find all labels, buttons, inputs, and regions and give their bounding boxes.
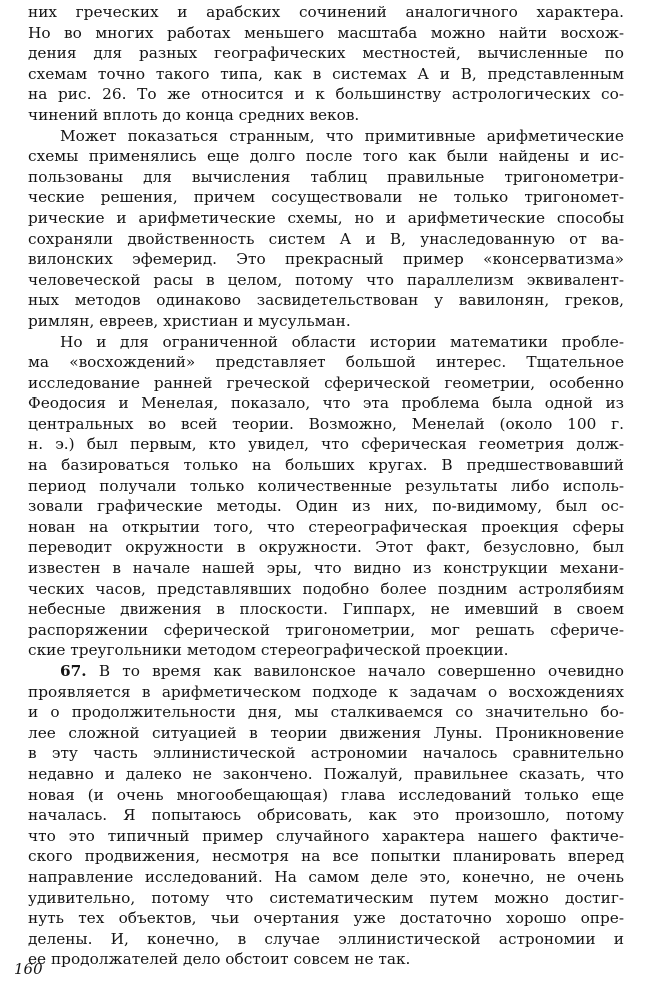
text-line: Но во многих работах меньшего масштаба можно найти восхож- <box>28 23 624 42</box>
text-line: новая (и очень многообещающая) глава исследований только еще <box>28 785 624 804</box>
text-line: ческие решения, причем сосуществовали не только тригономет- <box>28 188 624 207</box>
text-line: них греческих и арабских сочинений аналогичного характера. <box>28 3 624 21</box>
text-line: ма «восхождений» представляет большой интерес. Тщательное <box>28 353 624 372</box>
text-line: проявляется в арифметическом подходе к задачам о восхождениях <box>28 682 624 701</box>
text-line: чинений вплоть до конца средних веков. <box>28 105 360 124</box>
text-line: делены. И, конечно, в случае эллинистической астрономии и <box>28 929 624 948</box>
text-line: Но и для ограниченной области истории математики пробле- <box>60 332 624 351</box>
text-line: Может показаться странным, что примитивные арифметические <box>60 126 624 145</box>
paragraph-1 <box>28 2 624 126</box>
text-line: вилонских эфемерид. Это прекрасный пример «консерватизма» <box>28 250 624 269</box>
text-line: направление исследований. На самом деле это, конечно, не очень <box>28 867 624 886</box>
text-line: лее сложной ситуацией в теории движения Луны. Проникновение <box>28 723 624 742</box>
text-line: ческих часов, представлявших подобно более поздним астролябиям <box>28 579 624 598</box>
text-line: известен в начале нашей эры, что видно из конструкции механи- <box>28 559 624 578</box>
paragraph-2 <box>28 126 624 332</box>
text-line-rest: В то время как вавилонское начало совершенно очевидно <box>86 662 624 680</box>
text-line: пользованы для вычисления таблиц правильные тригонометри- <box>28 167 624 186</box>
text-line: человеческой расы в целом, потому что параллелизм эквивалент- <box>28 270 624 289</box>
text-line <box>28 661 624 682</box>
text-line: нован на открытии того, что стереографическая проекция сферы <box>28 517 624 536</box>
text-line: центральных во всей теории. Возможно, Менелай (около 100 г. <box>28 414 624 433</box>
text-line: что это типичный пример случайного характера нашего фактиче- <box>28 826 624 845</box>
text-line: небесные движения в плоскости. Гиппарх, не имевший в своем <box>28 600 624 619</box>
text-line: в эту часть эллинистической астрономии началось сравнительно <box>28 744 624 763</box>
text-line: ского продвижения, несмотря на все попытки планировать вперед <box>28 847 624 866</box>
section-number: 67. <box>60 662 87 680</box>
text-line: дения для разных географических местностей, вычисленные по <box>28 44 624 63</box>
text-line: недавно и далеко не закончено. Пожалуй, правильнее сказать, что <box>28 764 624 783</box>
text-line: и о продолжительности дня, мы сталкиваемся со значительно бо- <box>28 703 624 722</box>
text-line: распоряжении сферической тригонометрии, мог решать сфериче- <box>28 620 624 639</box>
text-line: римлян, евреев, христиан и мусульман. <box>28 311 351 330</box>
text-line: Феодосия и Менелая, показало, что эта проблема была одной из <box>28 394 624 413</box>
text-line: зовали графические методы. Один из них, по-видимому, был ос- <box>28 497 624 516</box>
text-line: исследование ранней греческой сферической геометрии, особенно <box>28 373 624 392</box>
text-line: переводит окружности в окружности. Этот факт, безусловно, был <box>28 538 624 557</box>
page-number: 160 <box>14 960 43 978</box>
text-line: на базироваться только на больших кругах. В предшествовавший <box>28 456 624 475</box>
paragraph-3 <box>28 332 624 662</box>
text-line: рические и арифметические схемы, но и арифметические способы <box>28 208 624 227</box>
paragraph-4 <box>28 661 624 970</box>
text-line: нуть тех объектов, чьи очертания уже достаточно хорошо опре- <box>28 909 624 928</box>
text-line: сохраняли двойственность систем А и В, унаследованную от ва- <box>28 229 624 248</box>
text-line: началась. Я попытаюсь обрисовать, как это произошло, потому <box>28 806 624 825</box>
text-line: на рис. 26. То же относится и к большинству астрологических со- <box>28 85 624 104</box>
text-line: схемы применялись еще долго после того как были найдены и ис- <box>28 147 624 166</box>
text-line: период получали только количественные результаты либо исполь- <box>28 476 624 495</box>
text-line: ские треугольники методом стереографической проекции. <box>28 641 509 660</box>
text-line: ных методов одинаково засвидетельствован у вавилонян, греков, <box>28 291 624 310</box>
text-line: ее продолжателей дело обстоит совсем не так. <box>28 950 411 969</box>
text-line: н. э.) был первым, кто увидел, что сферическая геометрия долж- <box>28 435 624 454</box>
text-line: удивительно, потому что систематическим путем можно достиг- <box>28 888 624 907</box>
page-text <box>28 2 624 970</box>
text-line: схемам точно такого типа, как в системах А и В, представленным <box>28 64 624 83</box>
